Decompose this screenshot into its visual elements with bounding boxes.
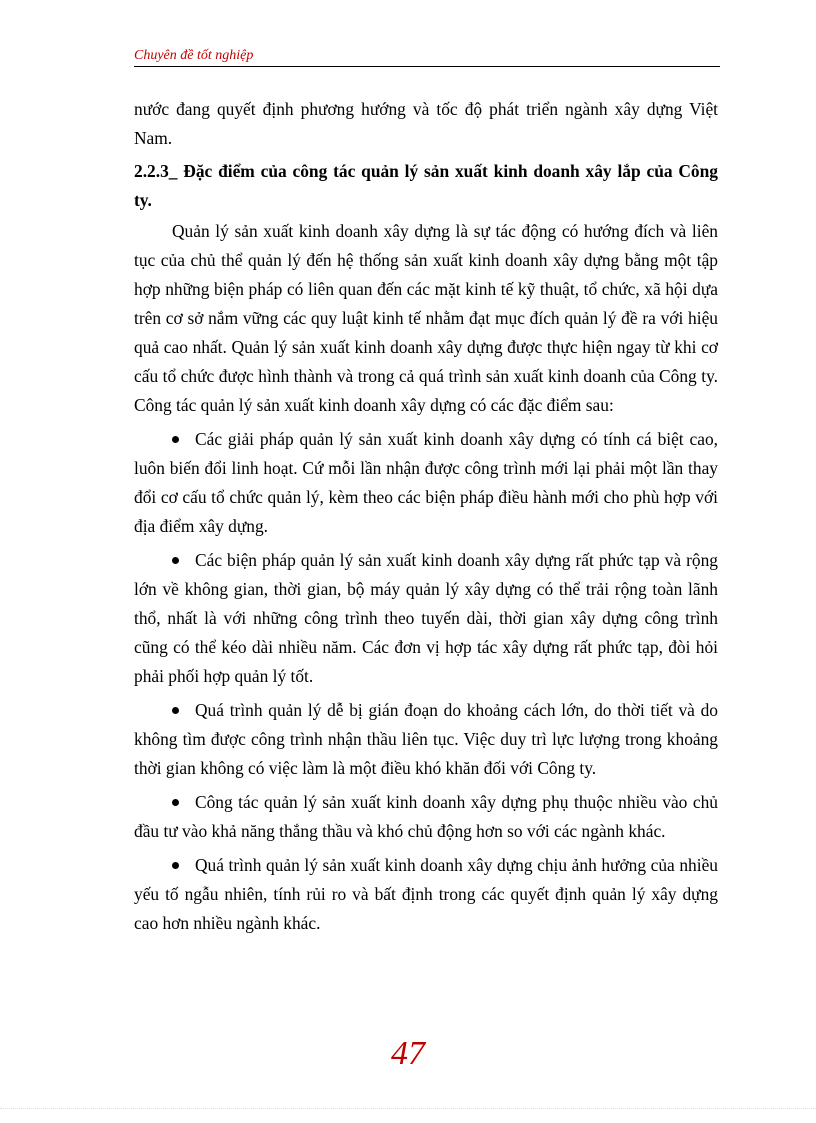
bullet-text: Các biện pháp quản lý sản xuất kinh doanh xây dựng rất phức tạp và rộng lớn về không gian, thời gian, bộ máy quản lý xây dựng có thể trải rộng toàn lãnh thổ, nhất là với những công trình theo tuyến dài, thời gian xây dựng công trình cũng có thể kéo dài nhiều năm. Các đơn vị hợp tác xây dựng rất phức tạp, đòi hỏi phải phối hợp quản lý tốt. [134, 550, 718, 686]
bullet-icon [172, 799, 179, 806]
page-number: 47 [391, 1035, 425, 1072]
intro-paragraph: Quản lý sản xuất kinh doanh xây dựng là sự tác động có hướng đích và liên tục của chủ thể quản lý đến hệ thống sản xuất kinh doanh xây dựng bằng một tập hợp những biện pháp có liên quan đến các mặt kinh tế kỹ thuật, tổ chức, xã hội dựa trên cơ sở nắm vững các quy luật kinh tế nhằm đạt mục đích quản lý đề ra với hiệu quả cao nhất. Quản lý sản xuất kinh doanh xây dựng được thực hiện ngay từ khi cơ cấu tổ chức được hình thành và trong cả quá trình sản xuất kinh doanh của Công ty. Công tác quản lý sản xuất kinh doanh xây dựng có các đặc điểm sau: [134, 221, 718, 415]
bullet-text: Công tác quản lý sản xuất kinh doanh xây dựng phụ thuộc nhiều vào chủ đầu tư vào khả năng thắng thầu và khó chủ động hơn so với các ngành khác. [134, 792, 718, 841]
bullet-icon [172, 707, 179, 714]
bullet-item [134, 788, 718, 846]
bullet-icon [172, 557, 179, 564]
bullet-item [134, 546, 718, 691]
bullet-text: Các giải pháp quản lý sản xuất kinh doanh xây dựng có tính cá biệt cao, luôn biến đổi linh hoạt. Cứ mỗi lần nhận được công trình mới lại phải một lần thay đổi cơ cấu tổ chức quản lý, kèm theo các biện pháp điều hành mới cho phù hợp với địa điểm xây dựng. [134, 429, 718, 536]
bullet-item [134, 696, 718, 783]
bullet-text: Quá trình quản lý sản xuất kinh doanh xây dựng chịu ảnh hưởng của nhiều yếu tố ngẫu nhiên, tính rủi ro và bất định trong các quyết định quản lý xây dựng cao hơn nhiều ngành khác. [134, 855, 718, 933]
continuation-paragraph: nước đang quyết định phương hướng và tốc độ phát triển ngành xây dựng Việt Nam. [134, 99, 718, 148]
page-bottom-divider [0, 1108, 816, 1109]
bullet-item [134, 851, 718, 938]
bullet-icon [172, 436, 179, 443]
document-body [134, 95, 718, 938]
section-heading: 2.2.3_ Đặc điểm của công tác quản lý sản xuất kinh doanh xây lắp của Công ty. [134, 161, 718, 210]
bullet-item [134, 425, 718, 541]
running-header: Chuyên đề tốt nghiệp [134, 48, 720, 67]
bullet-text: Quá trình quản lý dễ bị gián đoạn do khoảng cách lớn, do thời tiết và do không tìm được công trình nhận thầu liên tục. Việc duy trì lực lượng trong khoảng thời gian không có việc làm là một điều khó khăn đối với Công ty. [134, 700, 718, 778]
bullet-icon [172, 862, 179, 869]
